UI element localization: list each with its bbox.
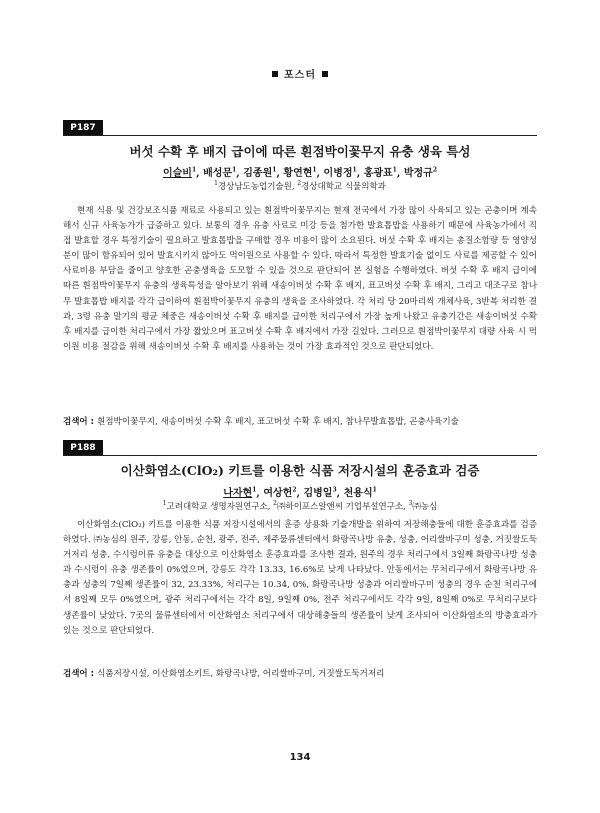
- author-name: 황연현: [283, 168, 313, 179]
- author-affiliation-marker: 1: [252, 486, 257, 494]
- author-affiliation-marker: 2: [432, 166, 437, 174]
- author-separator: ,: [336, 488, 344, 499]
- affiliation-line: [63, 180, 537, 192]
- author-affiliation-marker: 2: [292, 486, 297, 494]
- author-affiliation-marker: 1: [232, 166, 237, 174]
- author-name: 홍광표: [363, 168, 393, 179]
- affiliation-marker: 3: [408, 500, 413, 508]
- author-name: 김종원: [243, 168, 273, 179]
- abstract-text: 이산화염소(ClO₂) 키트를 이용한 식품 저장시설에서의 훈증 상용화 기술개발을 위하여 저장해충들에 대한 훈증효과를 검증하였다. ㈜농심의 원주, 강릉, 안동, 순천, 광주, 전주, 제주물류센터에서 화랑곡나방 유충, 성충, 어리쌀바구미 성충, 거짓쌀도둑거저리 성충, 수시렁이류 유충을 대상으로 이산화염소 훈증효과를 조사한 결과, 원주의 경우 처리구에서 3일째 화랑곡나방 성충과 수시렁이 유충 생존률이 0%였으며, 강릉도 각각 13.33, 16.6%로 낮게 나타났다. 안동에서는 무처리구에서 화랑곡나방 유충과 성충의 7일째 생존률이 32, 23.33%, 처리구는 10.34, 0%, 화랑곡나방 성충과 어리쌀바구미 성충의 경우 순천 처리구에서 8일째 모두 0%였으며, 광주 처리구에서는 각각 8일, 9일째 0%, 전주 처리구에서도 각각 9일, 8일째 0%로 무처리구보다 생존률이 낮았다. 7곳의 물류센터에서 이산화염소 처리구에서 대상해충들의 생존률이 낮게 조사되어 이산화염소의 방충효과가 있는 것으로 판단되었다.: [63, 520, 537, 636]
- square-bullet-icon: [272, 71, 278, 77]
- author-affiliation-marker: 3: [332, 486, 337, 494]
- author-affiliation-marker: 1: [372, 486, 377, 494]
- author-separator: ,: [256, 488, 264, 499]
- author-separator: ,: [356, 168, 364, 179]
- divider-rule: [63, 135, 537, 136]
- abstract-text: 현재 식용 및 건강보조식품 재료로 사용되고 있는 흰점박이꽃무지는 현재 전국에서 가장 많이 사육되고 있는 곤충이며 계속해서 신규 사육농가가 급증하고 있다. 보통의 경우 유충 사료로 미강 등을 첨가한 발효톱밥을 사용하기 때문에 사육농가에서 직접 발효할 경우 특정기술이 필요하고 발효톱밥을 구매할 경우 비용이 많이 소요된다. 버섯 수확 후 배지는 총질소함량 등 영양성분이 많이 함유되어 있어 발효시키지 않아도 먹이원으로 사용할 수 있다. 따라서 특정한 발효기술 없이도 사료를 제공할 수 있어 사료비용 부담을 줄이고 양호한 곤충생육을 도모할 수 있을 것으로 판단되어 본 실험을 수행하였다. 버섯 수확 후 배지 급이에 따른 흰점박이꽃무지 유충의 생육특성을 알아보기 위해 새송이버섯 수확 후 배지, 표고버섯 수확 후 배지, 그리고 대조구로 참나무 발효톱밥 배지를 각각 급이하여 흰점박이꽃무지 유충의 생육을 조사하였다. 각 처리 당 20마리씩 개체사육, 3반복 처리한 결과, 3령 유충 말기의 평균 체중은 새송이버섯 수확 후 배지를 급이한 처리구에서 가장 높게 나왔고 유충기간은 새송이버섯 수확 후 배지를 급이한 처리구에서 가장 짧았으며 표고버섯 수확 후 배지에서 가장 길었다. 그러므로 흰점박이꽃무지 대량 사육 시 먹이원 비용 절감을 위해 새송이버섯 수확 후 배지를 사용하는 것이 가장 효과적인 것으로 판단되었다.: [63, 206, 537, 352]
- affiliation-marker: 2: [297, 180, 302, 188]
- author-separator: ,: [196, 168, 204, 179]
- keywords-label: 검색어 :: [63, 417, 97, 427]
- author-affiliation-marker: 1: [191, 166, 197, 174]
- square-bullet-icon: [322, 71, 328, 77]
- author-separator: ,: [236, 168, 244, 179]
- affiliation-text: 경상대학교 식물의학과: [301, 182, 386, 192]
- author-name: 이병정: [323, 168, 353, 179]
- paper-id-tag: P188: [63, 440, 103, 456]
- author-affiliation-marker: 1: [312, 166, 317, 174]
- author-affiliation-marker: 1: [392, 166, 397, 174]
- paper-title: 버섯 수확 후 배지 급이에 따른 흰점박이꽃무지 유충 생육 특성: [129, 144, 471, 159]
- section-header: [0, 66, 600, 81]
- affiliation-marker: 2: [273, 500, 277, 508]
- keywords-value: 흰점박이꽃무지, 새송이버섯 수확 후 배지, 표고버섯 수확 후 배지, 참나무발효톱밥, 곤충사육기술: [96, 417, 459, 427]
- affiliation-text: ㈜하이포스알앤씨 기업부설연구소,: [276, 502, 409, 512]
- author-list: [63, 164, 537, 179]
- affiliation-text: 고려대학교 생명자원연구소,: [166, 502, 274, 512]
- author-name: 박정규: [403, 168, 433, 179]
- author-separator: ,: [276, 168, 284, 179]
- author-name: 나자현: [223, 488, 253, 499]
- affiliation-line: [63, 500, 537, 512]
- keywords-label: 검색어 :: [63, 669, 97, 679]
- section-header-label: 포스터: [284, 70, 316, 81]
- page-number: 134: [289, 752, 311, 763]
- affiliation-marker: 1: [214, 180, 218, 188]
- author-affiliation-marker: 1: [272, 166, 277, 174]
- author-affiliation-marker: 1: [352, 166, 357, 174]
- author-separator: ,: [316, 168, 324, 179]
- paper-title: 이산화염소(ClO₂) 키트를 이용한 식품 저장시설의 훈증효과 검증: [120, 463, 480, 478]
- author-name: 천용식: [343, 488, 373, 499]
- author-name: 이슬비: [162, 168, 192, 179]
- keywords-value: 식품저장시설, 이산화염소키트, 화랑곡나방, 어리쌀바구미, 거짓쌀도둑거저리: [96, 669, 385, 679]
- author-list: [63, 484, 537, 499]
- affiliation-text: 경상남도농업기술원,: [217, 182, 298, 192]
- author-separator: ,: [296, 488, 304, 499]
- paper-id-tag: P187: [63, 120, 103, 136]
- keywords-line: [63, 667, 537, 679]
- divider-rule: [63, 455, 537, 456]
- author-separator: ,: [396, 168, 404, 179]
- author-name: 여상헌: [263, 488, 293, 499]
- author-name: 김병일: [303, 488, 333, 499]
- affiliation-marker: 1: [162, 500, 167, 508]
- affiliation-text: ㈜농심: [412, 502, 438, 512]
- author-name: 배성문: [203, 168, 233, 179]
- keywords-line: [63, 415, 537, 427]
